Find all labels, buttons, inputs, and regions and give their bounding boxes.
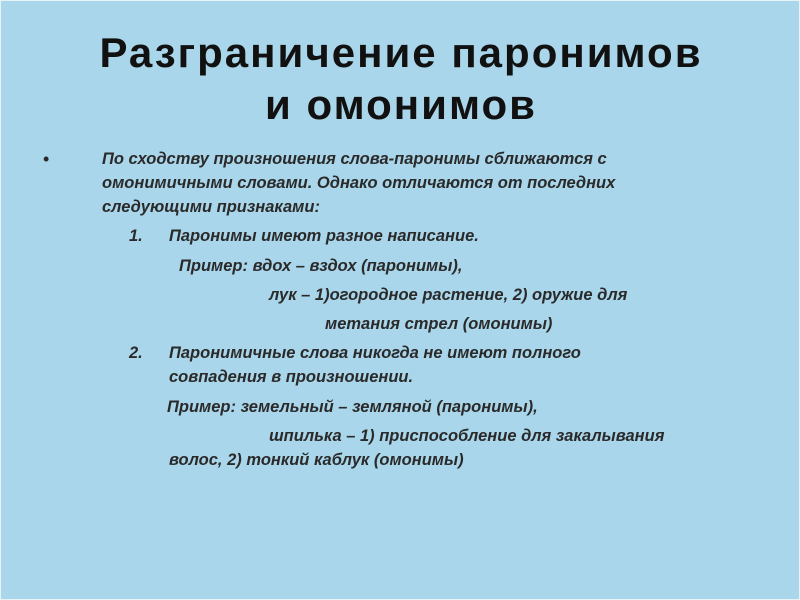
intro-line: следующими признаками: bbox=[102, 198, 320, 216]
example-line: метания стрел (омонимы) bbox=[325, 315, 553, 333]
example-line: лук – 1)огородное растение, 2) оружие для bbox=[269, 286, 628, 304]
example-line: Пример: вдох – вздох (паронимы), bbox=[179, 257, 463, 275]
item-text: Паронимичные слова никогда не имеют полного bbox=[169, 344, 581, 362]
intro-line: омонимичными словами. Однако отличаются от последних bbox=[102, 174, 616, 192]
item-number: 1. bbox=[129, 227, 143, 245]
item-text: совпадения в произношении. bbox=[169, 368, 414, 386]
example-line: волос, 2) тонкий каблук (омонимы) bbox=[169, 451, 464, 469]
example-line: Пример: земельный – земляной (паронимы), bbox=[167, 398, 538, 416]
item-text: Паронимы имеют разное написание. bbox=[169, 227, 479, 245]
item-number: 2. bbox=[129, 344, 143, 362]
bullet-icon: • bbox=[43, 149, 50, 169]
slide-title-line-1: Разграничение паронимов bbox=[99, 29, 703, 76]
slide-title-line-2: и омонимов bbox=[265, 81, 537, 128]
example-line: шпилька – 1) приспособление для закалывания bbox=[269, 427, 665, 445]
intro-line: По сходству произношения слова-паронимы сближаются с bbox=[102, 150, 607, 168]
